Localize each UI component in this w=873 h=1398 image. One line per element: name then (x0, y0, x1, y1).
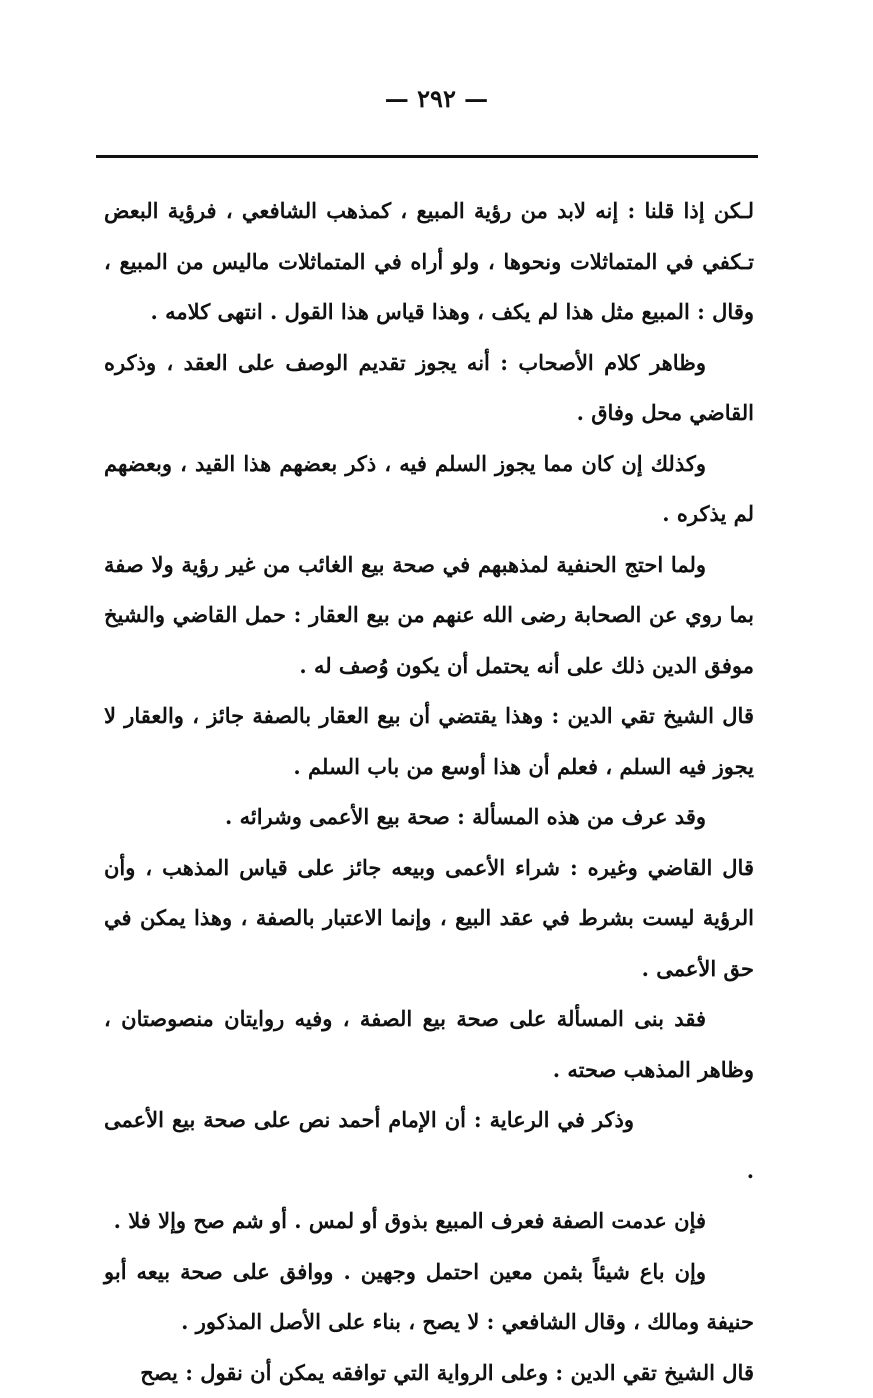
paragraph: وذكر في الرعاية : أن الإمام أحمد نص على صحة بيع الأعمى . (104, 1095, 754, 1196)
page-number: — ٢٩٢ — (0, 84, 873, 113)
paragraph: وظاهر كلام الأصحاب : أنه يجوز تقديم الوصف على العقد ، وذكره القاضي محل وفاق . (104, 338, 754, 439)
paragraph: فقد بنى المسألة على صحة بيع الصفة ، وفيه روايتان منصوصتان ، وظاهر المذهب صحته . (104, 994, 754, 1095)
paragraph: قال الشيخ تقي الدين : وعلى الرواية التي توافقه يمكن أن نقول : يصح (104, 1348, 754, 1398)
paragraph: فإن عدمت الصفة فعرف المبيع بذوق أو لمس . أو شم صح وإلا فلا . (104, 1196, 754, 1247)
paragraph: ولما احتج الحنفية لمذهبهم في صحة بيع الغائب من غير رؤية ولا صفة بما روي عن الصحابة رضى الله عنهم من بيع العقار : حمل القاضي والشيخ موفق الدين ذلك على أنه يحتمل أن يكون وُصف له . (104, 540, 754, 692)
body-text (104, 186, 754, 1398)
paragraph: وإن باع شيئاً بثمن معين احتمل وجهين . ووافق على صحة بيعه أبو حنيفة ومالك ، وقال الشافعي : لا يصح ، بناء على الأصل المذكور . (104, 1247, 754, 1348)
paragraph: لـكن إذا قلنا : إنه لابد من رؤية المبيع ، كمذهب الشافعي ، فرؤية البعض تـكفي في المتماثلات ونحوها ، ولو أراه في المتماثلات ماليس من المبيع ، وقال : المبيع مثل هذا لم يكف ، وهذا قياس هذا القول . انتهى كلامه . (104, 186, 754, 338)
paragraph: قال القاضي وغيره : شراء الأعمى وبيعه جائز على قياس المذهب ، وأن الرؤية ليست بشرط في عقد البيع ، وإنما الاعتبار بالصفة ، وهذا يمكن في حق الأعمى . (104, 843, 754, 995)
paragraph: وكذلك إن كان مما يجوز السلم فيه ، ذكر بعضهم هذا القيد ، وبعضهم لم يذكره . (104, 439, 754, 540)
paragraph: وقد عرف من هذه المسألة : صحة بيع الأعمى وشرائه . (104, 792, 754, 843)
paragraph: قال الشيخ تقي الدين : وهذا يقتضي أن بيع العقار بالصفة جائز ، والعقار لا يجوز فيه السلم ، فعلم أن هذا أوسع من باب السلم . (104, 691, 754, 792)
header-rule (96, 155, 758, 158)
